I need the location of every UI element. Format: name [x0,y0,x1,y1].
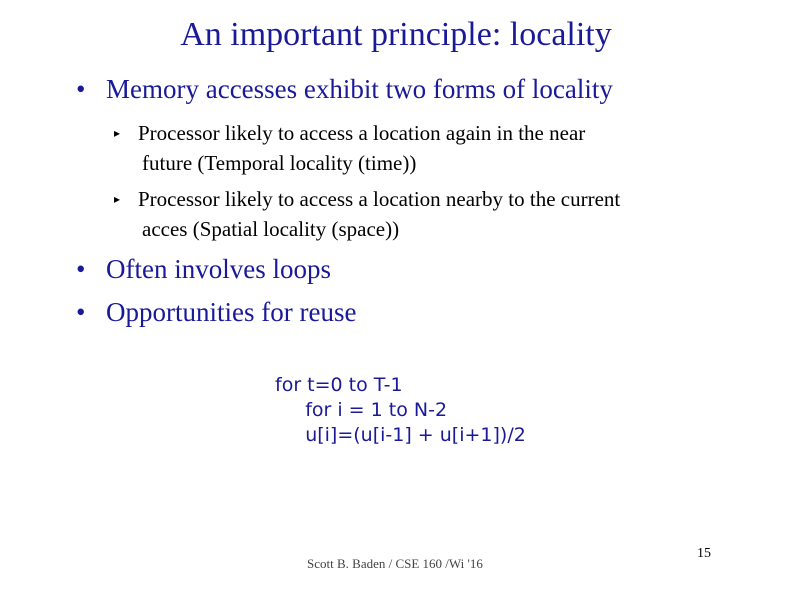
bullet-marker: • [76,74,86,104]
triangle-right-icon: ▸ [114,126,121,140]
sub-bullet-text-line1: Processor likely to access a location nearby to the current [138,187,621,211]
bullet-item [76,297,356,328]
bullet-text: Opportunities for reuse [106,297,357,327]
slide-title: An important principle: locality [180,16,612,53]
triangle-right-icon: ▸ [114,192,121,206]
code-line: u[i]=(u[i-1] + u[i+1])/2 [275,424,526,446]
bullet-text: Often involves loops [106,254,331,284]
bullet-marker: • [76,254,86,284]
sub-bullet-text-line2: future (Temporal locality (time)) [142,151,417,175]
code-line: for t=0 to T-1 [275,374,403,396]
bullet-item [76,254,331,285]
bullet-text: Memory accesses exhibit two forms of locality [106,74,613,104]
code-line: for i = 1 to N-2 [275,399,448,421]
page-number: 15 [697,546,711,561]
code-block [275,373,526,448]
sub-bullet-text-line2: acces (Spatial locality (space)) [142,217,400,241]
sub-bullet-item [114,184,620,244]
bullet-item [76,74,613,105]
slide-footer: Scott B. Baden / CSE 160 /Wi '16 [307,556,483,571]
bullet-marker: • [76,297,86,327]
sub-bullet-item [114,118,585,178]
sub-bullet-text-line1: Processor likely to access a location again in the near [138,121,586,145]
